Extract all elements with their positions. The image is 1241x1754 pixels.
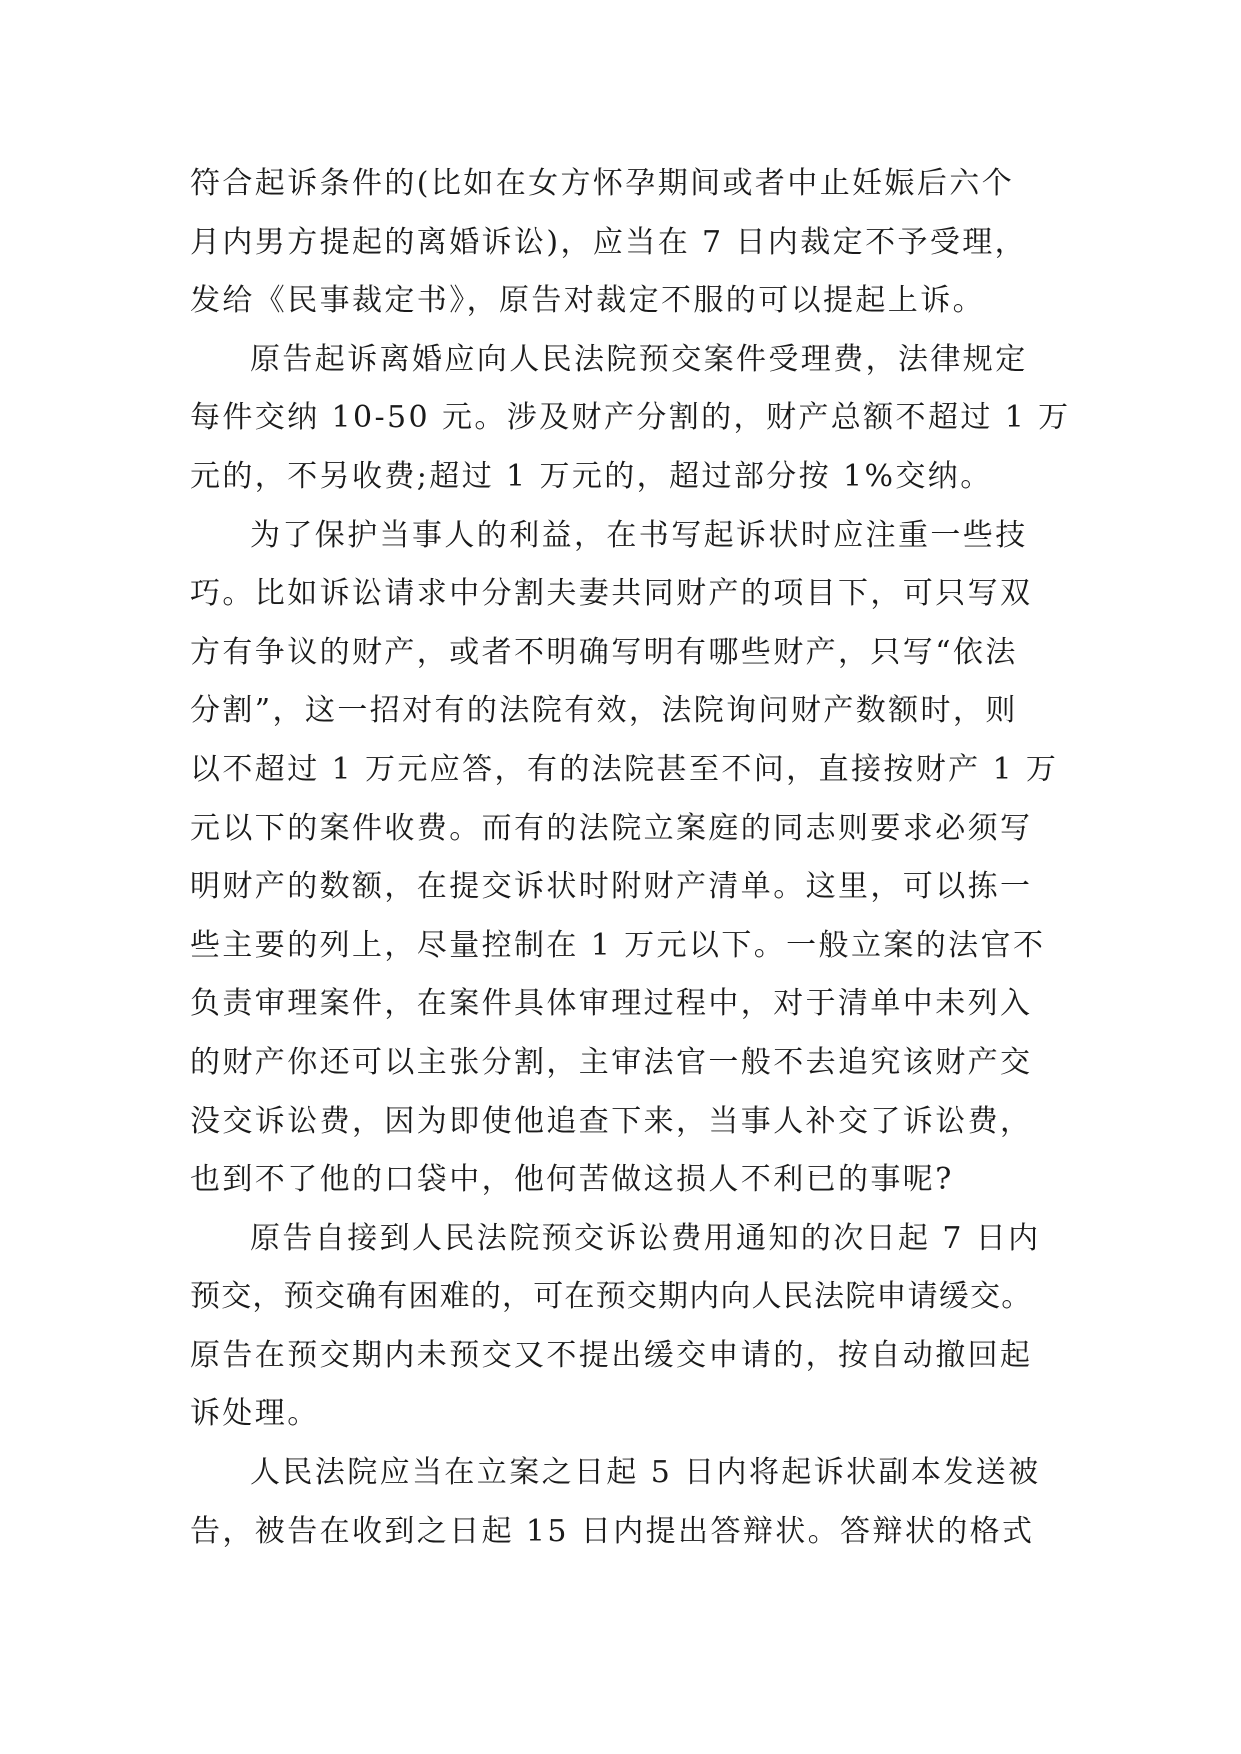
text-line: 分割”，这一招对有的法院有效，法院询问财产数额时，则 [190,693,1018,729]
text-line: 没交诉讼费，因为即使他追查下来，当事人补交了诉讼费， [190,1103,1033,1139]
text-line: 原告在预交期内未预交又不提出缓交申请的，按自动撤回起 [190,1337,1033,1373]
text-line: 些主要的列上，尽量控制在 1 万元以下。一般立案的法官不 [190,927,1046,963]
text-line: 明财产的数额，在提交诉状时附财产清单。这里，可以拣一 [190,869,1033,905]
body-text [190,155,1070,1561]
text-line: 符合起诉条件的(比如在女方怀孕期间或者中止妊娠后六个 [190,166,1015,201]
text-line: 负责审理案件，在案件具体审理过程中，对于清单中未列入 [190,986,1033,1022]
text-line: 诉处理。 [190,1396,320,1432]
paragraph-start-line: 人民法院应当在立案之日起 5 日内将起诉状副本发送被 [250,1455,1041,1491]
text-line: 元的，不另收费;超过 1 万元的，超过部分按 1%交纳。 [190,458,993,494]
paragraph-start-line: 原告自接到人民法院预交诉讼费用通知的次日起 7 日内 [250,1220,1041,1256]
text-line: 发给《民事裁定书》，原告对裁定不服的可以提起上诉。 [190,283,985,319]
text-line: 方有争议的财产，或者不明确写明有哪些财产，只写“依法 [190,634,1018,670]
text-line: 巧。比如诉讼请求中分割夫妻共同财产的项目下，可只写双 [190,576,1033,612]
paragraph-start-line: 原告起诉离婚应向人民法院预交案件受理费，法律规定 [250,341,1028,377]
paragraph-start-line: 为了保护当事人的利益，在书写起诉状时应注重一些技 [250,517,1028,553]
text-line: 预交，预交确有困难的，可在预交期内向人民法院申请缓交。 [190,1279,1033,1315]
text-line: 每件交纳 10-50 元。涉及财产分割的，财产总额不超过 1 万 [190,400,1071,436]
text-line: 以不超过 1 万元应答，有的法院甚至不问，直接按财产 1 万 [190,751,1059,787]
text-line: 元以下的案件收费。而有的法院立案庭的同志则要求必须写 [190,810,1033,846]
text-line: 的财产你还可以主张分割，主审法官一般不去追究该财产交 [190,1044,1033,1080]
text-line: 也到不了他的口袋中，他何苦做这损人不利已的事呢? [190,1162,954,1198]
text-line: 告，被告在收到之日起 15 日内提出答辩状。答辩状的格式 [190,1513,1035,1549]
text-line: 月内男方提起的离婚诉讼)，应当在 7 日内裁定不予受理， [190,224,1028,260]
